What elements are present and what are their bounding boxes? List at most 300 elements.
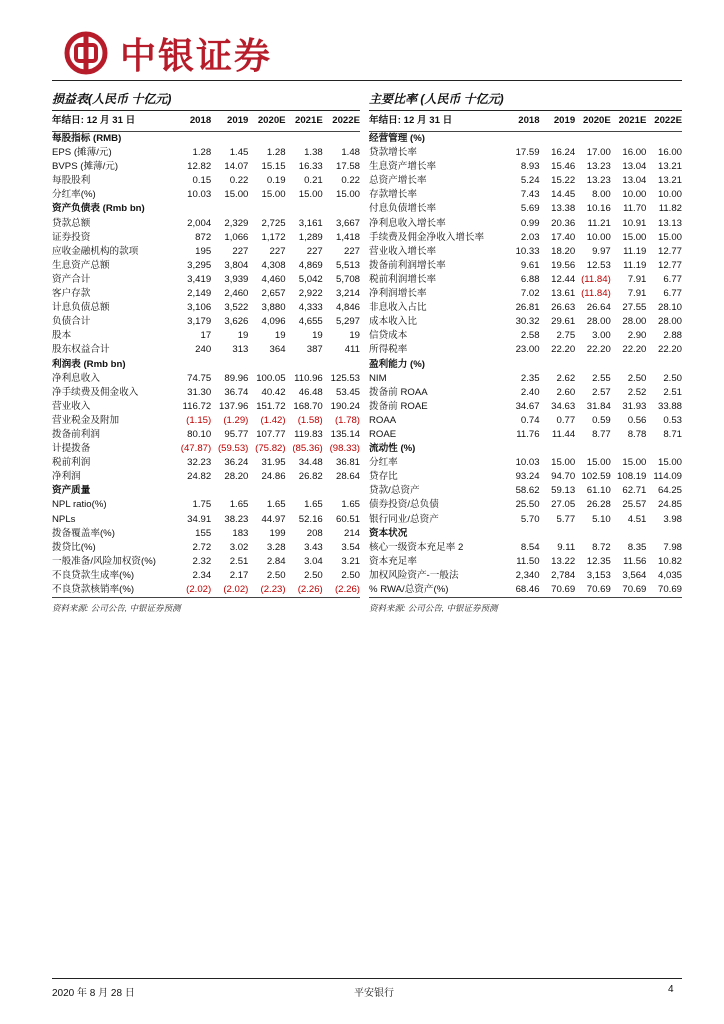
cell-value: 12.44: [551, 273, 576, 285]
cell-value: 12.77: [657, 259, 682, 271]
cell-value: 10.00: [586, 231, 611, 243]
cell-value: 10.33: [515, 245, 540, 257]
cell-value: 68.46: [504, 583, 540, 598]
cell-value: (2.26): [286, 583, 323, 598]
cell-value: 4,308: [261, 259, 286, 271]
cell-value: 10.03: [515, 457, 540, 469]
cell-value: 15.15: [261, 161, 286, 173]
cell-value: 74.75: [187, 372, 212, 384]
row-label: 存款增长率: [369, 189, 417, 201]
cell-value: (1.15): [186, 414, 212, 426]
table-row: [369, 217, 682, 231]
cell-value: 36.81: [335, 457, 360, 469]
table-row: [52, 174, 360, 188]
cell-value: 3,179: [187, 316, 212, 328]
row-label: EPS (摊薄/元): [52, 147, 112, 159]
cell-value: (2.23): [248, 583, 285, 598]
table-row: [369, 386, 682, 400]
key-ratios-panel: [369, 88, 682, 614]
table-row: [369, 343, 682, 357]
column-header-label: 年结日: 12 月 31 日: [369, 111, 504, 132]
cell-value: 8.93: [520, 161, 540, 173]
cell-value: 108.19: [617, 471, 647, 483]
cell-value: 100.05: [256, 372, 286, 384]
group-label: 盈利能力 (%): [369, 358, 425, 370]
cell-value: (1.29): [223, 414, 249, 426]
cell-value: (2.02): [174, 583, 211, 598]
column-header-year: 2020E: [575, 111, 611, 132]
cell-value: 28.20: [224, 471, 249, 483]
cell-value: 102.59: [581, 471, 611, 483]
income-statement-title: 损益表(人民币 十亿元): [52, 88, 360, 111]
cell-value: (11.84): [581, 288, 611, 300]
cell-value: 89.96: [224, 372, 249, 384]
cell-value: 2.60: [556, 386, 576, 398]
cell-value: 2,340: [515, 569, 540, 581]
cell-value: (59.53): [217, 443, 249, 455]
cell-value: 12.53: [586, 259, 611, 271]
cell-value: 70.69: [540, 583, 576, 598]
footer-rule: [52, 978, 682, 979]
cell-value: 11.76: [516, 428, 540, 440]
cell-value: 11.82: [658, 203, 682, 215]
cell-value: 7.91: [627, 273, 647, 285]
group-header-row: [52, 358, 360, 372]
cell-value: 13.04: [622, 161, 647, 173]
cell-value: 44.97: [261, 513, 286, 525]
row-label: 应收金融机构的款项: [52, 245, 139, 257]
table-row: [52, 273, 360, 287]
table-row: [369, 400, 682, 414]
cell-value: 2,725: [261, 217, 286, 229]
group-header-row: [369, 442, 682, 456]
cell-value: 10.00: [622, 189, 647, 201]
cell-value: 4,035: [657, 569, 682, 581]
cell-value: 3.54: [341, 541, 360, 553]
cell-value: 12.82: [187, 161, 212, 173]
income-statement-panel: [52, 88, 360, 614]
cell-value: 34.67: [515, 400, 540, 412]
cell-value: 5.69: [520, 203, 540, 215]
cell-value: 227: [232, 245, 249, 257]
cell-value: 7.43: [520, 189, 540, 201]
table-row: [52, 513, 360, 527]
cell-value: (2.02): [211, 583, 248, 598]
income-statement-source: 资料来源: 公司公告, 中银证券预测: [52, 603, 181, 614]
row-label: 股东权益合计: [52, 344, 110, 356]
cell-value: 3,667: [335, 217, 360, 229]
cell-value: 19.56: [551, 259, 576, 271]
cell-value: 13.38: [551, 203, 576, 215]
group-label: 利润表 (Rmb bn): [52, 358, 126, 370]
cell-value: 23.00: [515, 344, 540, 356]
cell-value: 14.07: [224, 161, 249, 173]
cell-value: 8.54: [520, 541, 540, 553]
cell-value: 3.04: [304, 555, 323, 567]
group-label: 资本状况: [369, 527, 408, 539]
group-label: 流动性 (%): [369, 443, 416, 455]
table-row: [369, 583, 682, 598]
table-row: [369, 287, 682, 301]
cell-value: 0.77: [556, 414, 576, 426]
table-header-row: [52, 111, 360, 132]
table-row: [369, 174, 682, 188]
cell-value: 13.23: [586, 175, 611, 187]
row-label: ROAE: [369, 428, 397, 440]
cell-value: 2.90: [627, 330, 647, 342]
cell-value: 19: [274, 330, 286, 342]
cell-value: (1.42): [260, 414, 286, 426]
table-row: [52, 301, 360, 315]
cell-value: 4,869: [298, 259, 323, 271]
table-row: [369, 555, 682, 569]
cell-value: 6.77: [663, 273, 682, 285]
cell-value: 11.44: [551, 428, 576, 440]
column-header-year: 2020E: [248, 111, 285, 132]
row-label: 股本: [52, 330, 72, 342]
cell-value: 8.77: [592, 428, 611, 440]
cell-value: 16.33: [298, 161, 323, 173]
cell-value: 9.61: [520, 259, 540, 271]
row-label: 营业收入增长率: [369, 245, 437, 257]
cell-value: 80.10: [187, 428, 212, 440]
cell-value: 151.72: [256, 400, 286, 412]
cell-value: 16.00: [622, 147, 647, 159]
cell-value: 95.77: [224, 428, 249, 440]
cell-value: (1.58): [297, 414, 323, 426]
table-row: [369, 160, 682, 174]
cell-value: 0.15: [192, 175, 212, 187]
cell-value: 4,096: [261, 316, 286, 328]
row-label: BVPS (摊薄/元): [52, 161, 119, 173]
table-row: [52, 456, 360, 470]
cell-value: 24.82: [187, 471, 212, 483]
cell-value: 70.69: [646, 583, 682, 598]
cell-value: 26.82: [298, 471, 323, 483]
cell-value: 3.98: [663, 513, 682, 525]
cell-value: 4,333: [298, 302, 323, 314]
table-row: [52, 160, 360, 174]
cell-value: 13.04: [622, 175, 647, 187]
cell-value: 31.30: [187, 386, 212, 398]
cell-value: 1,418: [335, 231, 360, 243]
cell-value: 313: [232, 344, 249, 356]
row-label: NIM: [369, 372, 387, 384]
cell-value: 16.24: [551, 147, 576, 159]
column-header-label: 年结日: 12 月 31 日: [52, 111, 174, 132]
cell-value: 34.63: [551, 400, 576, 412]
cell-value: 227: [306, 245, 323, 257]
column-header-year: 2018: [504, 111, 540, 132]
cell-value: 1.48: [341, 147, 360, 159]
row-label: 每股股利: [52, 175, 91, 187]
row-label: 资本充足率: [369, 555, 417, 567]
cell-value: 10.91: [622, 217, 647, 229]
cell-value: 0.22: [229, 175, 249, 187]
cell-value: 2.51: [663, 386, 682, 398]
cell-value: 15.00: [551, 457, 576, 469]
row-label: NPLs: [52, 513, 76, 525]
table-row: [52, 259, 360, 273]
group-header-row: [52, 202, 360, 216]
cell-value: 1,172: [261, 231, 286, 243]
cell-value: 5.70: [520, 513, 540, 525]
group-label: 每股指标 (RMB): [52, 133, 122, 144]
cell-value: 28.10: [657, 302, 682, 314]
cell-value: 93.24: [515, 471, 540, 483]
cell-value: 26.63: [551, 302, 576, 314]
cell-value: 2.75: [556, 330, 576, 342]
company-name: 平安银行: [354, 988, 394, 999]
cell-value: 27.55: [622, 302, 647, 314]
cell-value: 9.11: [557, 541, 576, 553]
cell-value: 36.74: [224, 386, 249, 398]
row-label: 净手续费及佣金收入: [52, 386, 139, 398]
cell-value: 872: [195, 231, 212, 243]
cell-value: 1.65: [341, 499, 360, 511]
table-row: [52, 372, 360, 386]
cell-value: 2.50: [627, 372, 647, 384]
cell-value: 3,161: [298, 217, 323, 229]
cell-value: (85.36): [292, 443, 323, 455]
table-row: [369, 569, 682, 583]
row-label: ROAA: [369, 414, 397, 426]
table-row: [52, 428, 360, 442]
row-label: 生息资产总额: [52, 259, 110, 271]
cell-value: 2,460: [224, 288, 249, 300]
table-row: [369, 329, 682, 343]
cell-value: 364: [269, 344, 286, 356]
cell-value: 4,460: [261, 273, 286, 285]
cell-value: 11.21: [587, 217, 611, 229]
table-row: [52, 400, 360, 414]
table-row: [52, 329, 360, 343]
table-row: [52, 245, 360, 259]
cell-value: 46.48: [298, 386, 323, 398]
table-row: [369, 484, 682, 498]
cell-value: 4,655: [298, 316, 323, 328]
cell-value: 2.55: [592, 372, 611, 384]
table-row: [369, 245, 682, 259]
row-label: 拨备覆盖率(%): [52, 527, 115, 539]
cell-value: 58.62: [515, 485, 540, 497]
table-row: [369, 470, 682, 484]
cell-value: 240: [195, 344, 212, 356]
cell-value: 8.00: [592, 189, 611, 201]
brand-name: 中银证券: [120, 35, 273, 77]
cell-value: 2.57: [592, 386, 611, 398]
cell-value: (47.87): [180, 443, 212, 455]
row-label: 税前利润增长率: [369, 273, 437, 285]
row-label: 负债合计: [52, 316, 91, 328]
cell-value: 2,922: [298, 288, 323, 300]
cell-value: 94.70: [551, 471, 576, 483]
table-row: [369, 372, 682, 386]
cell-value: 3,106: [187, 302, 212, 314]
column-header-year: 2018: [174, 111, 211, 132]
cell-value: 17: [200, 330, 212, 342]
cell-value: 137.96: [219, 400, 249, 412]
cell-value: 0.56: [627, 414, 647, 426]
cell-value: 107.77: [256, 428, 286, 440]
cell-value: 110.96: [294, 372, 323, 384]
row-label: 手续费及佣金净收入增长率: [369, 231, 485, 243]
cell-value: 16.00: [657, 147, 682, 159]
table-row: [52, 315, 360, 329]
cell-value: 62.71: [622, 485, 647, 497]
cell-value: 19: [349, 330, 360, 342]
row-label: 净利息收入: [52, 372, 100, 384]
cell-value: 40.42: [261, 386, 286, 398]
table-row: [52, 555, 360, 569]
cell-value: 2.40: [520, 386, 540, 398]
cell-value: 10.16: [586, 203, 611, 215]
cell-value: 22.20: [622, 344, 647, 356]
cell-value: 61.10: [586, 485, 611, 497]
cell-value: 2.35: [520, 372, 540, 384]
cell-value: 15.00: [657, 457, 682, 469]
cell-value: 10.82: [657, 555, 682, 567]
cell-value: 2.72: [192, 541, 212, 553]
cell-value: 1,289: [298, 231, 323, 243]
cell-value: 32.23: [187, 457, 212, 469]
cell-value: 2.50: [341, 569, 360, 581]
report-date: 2020 年 8 月 28 日: [52, 988, 135, 999]
table-row: [369, 498, 682, 512]
row-label: 客户存款: [52, 288, 91, 300]
row-label: 不良贷款生成率(%): [52, 569, 135, 581]
cell-value: 12.77: [657, 245, 682, 257]
cell-value: 1.28: [192, 147, 212, 159]
table-row: [52, 583, 360, 598]
header-rule: [52, 80, 682, 81]
row-label: 贷款增长率: [369, 147, 417, 159]
table-row: [369, 315, 682, 329]
cell-value: 17.00: [586, 147, 611, 159]
cell-value: 9.97: [592, 245, 611, 257]
cell-value: 11.56: [623, 555, 647, 567]
cell-value: 0.59: [592, 414, 611, 426]
cell-value: 4,846: [335, 302, 360, 314]
income-statement-table: [52, 111, 360, 598]
cell-value: 2.17: [229, 569, 249, 581]
cell-value: 227: [343, 245, 360, 257]
cell-value: 199: [269, 527, 286, 539]
row-label: 生息资产增长率: [369, 161, 437, 173]
row-label: 营业税金及附加: [52, 414, 120, 426]
cell-value: (2.26): [323, 583, 360, 598]
cell-value: 15.00: [657, 231, 682, 243]
cell-value: 183: [232, 527, 249, 539]
cell-value: 4.51: [627, 513, 647, 525]
row-label: 一般准备/风险加权资(%): [52, 555, 156, 567]
group-header-row: [369, 358, 682, 372]
cell-value: 3.28: [266, 541, 286, 553]
row-label: 拨备前利润: [52, 428, 100, 440]
row-label: 拨备前利润增长率: [369, 259, 446, 271]
cell-value: 28.00: [657, 316, 682, 328]
cell-value: 3,880: [261, 302, 286, 314]
table-row: [369, 231, 682, 245]
cell-value: 5.24: [520, 175, 540, 187]
cell-value: 214: [343, 527, 360, 539]
key-ratios-table: [369, 111, 682, 598]
row-label: 非息收入占比: [369, 302, 427, 314]
cell-value: 22.20: [551, 344, 576, 356]
cell-value: 13.21: [657, 175, 682, 187]
cell-value: 1,066: [224, 231, 249, 243]
table-row: [369, 541, 682, 555]
cell-value: 13.22: [551, 555, 576, 567]
cell-value: 5.77: [556, 513, 576, 525]
cell-value: 3,522: [224, 302, 249, 314]
row-label: 核心一级资本充足率 2: [369, 541, 464, 553]
row-label: 拨备前 ROAA: [369, 386, 428, 398]
cell-value: 2.50: [304, 569, 323, 581]
cell-value: 26.28: [586, 499, 611, 511]
column-header-year: 2022E: [646, 111, 682, 132]
cell-value: 24.86: [261, 471, 286, 483]
cell-value: 3,626: [224, 316, 249, 328]
row-label: NPL ratio(%): [52, 499, 107, 511]
cell-value: 24.85: [657, 499, 682, 511]
column-header-year: 2021E: [611, 111, 647, 132]
cell-value: 1.45: [229, 147, 249, 159]
row-label: 不良贷款核销率(%): [52, 583, 174, 598]
cell-value: 3,295: [187, 259, 212, 271]
row-label: 贷存比: [369, 471, 398, 483]
cell-value: 2.32: [192, 555, 212, 567]
cell-value: 7.02: [520, 288, 540, 300]
cell-value: 2.34: [192, 569, 212, 581]
cell-value: 1.65: [229, 499, 249, 511]
cell-value: (11.84): [581, 273, 611, 285]
cell-value: 387: [306, 344, 323, 356]
cell-value: 64.25: [657, 485, 682, 497]
table-row: [369, 259, 682, 273]
group-header-row: [369, 132, 682, 147]
cell-value: 31.93: [622, 400, 647, 412]
cell-value: 2,784: [551, 569, 576, 581]
cell-value: 155: [195, 527, 212, 539]
cell-value: 15.00: [622, 457, 647, 469]
cell-value: 1.75: [192, 499, 212, 511]
cell-value: 27.05: [551, 499, 576, 511]
cell-value: 5.10: [592, 513, 611, 525]
row-label: 拨备前 ROAE: [369, 400, 428, 412]
table-row: [369, 414, 682, 428]
table-header-row: [369, 111, 682, 132]
cell-value: 15.00: [261, 189, 286, 201]
table-row: [52, 146, 360, 160]
table-row: [52, 541, 360, 555]
table-row: [369, 428, 682, 442]
cell-value: 3.02: [229, 541, 249, 553]
cell-value: 52.16: [298, 513, 323, 525]
cell-value: 29.61: [551, 316, 576, 328]
cell-value: 31.84: [586, 400, 611, 412]
table-row: [369, 202, 682, 216]
cell-value: 5,042: [298, 273, 323, 285]
cell-value: 11.70: [623, 203, 647, 215]
cell-value: 17.40: [551, 231, 576, 243]
group-label: 经营管理 (%): [369, 133, 425, 144]
row-label: 分红率: [369, 457, 398, 469]
cell-value: 13.23: [586, 161, 611, 173]
row-label: 净利润: [52, 471, 81, 483]
cell-value: 190.24: [330, 400, 360, 412]
cell-value: 195: [195, 245, 212, 257]
